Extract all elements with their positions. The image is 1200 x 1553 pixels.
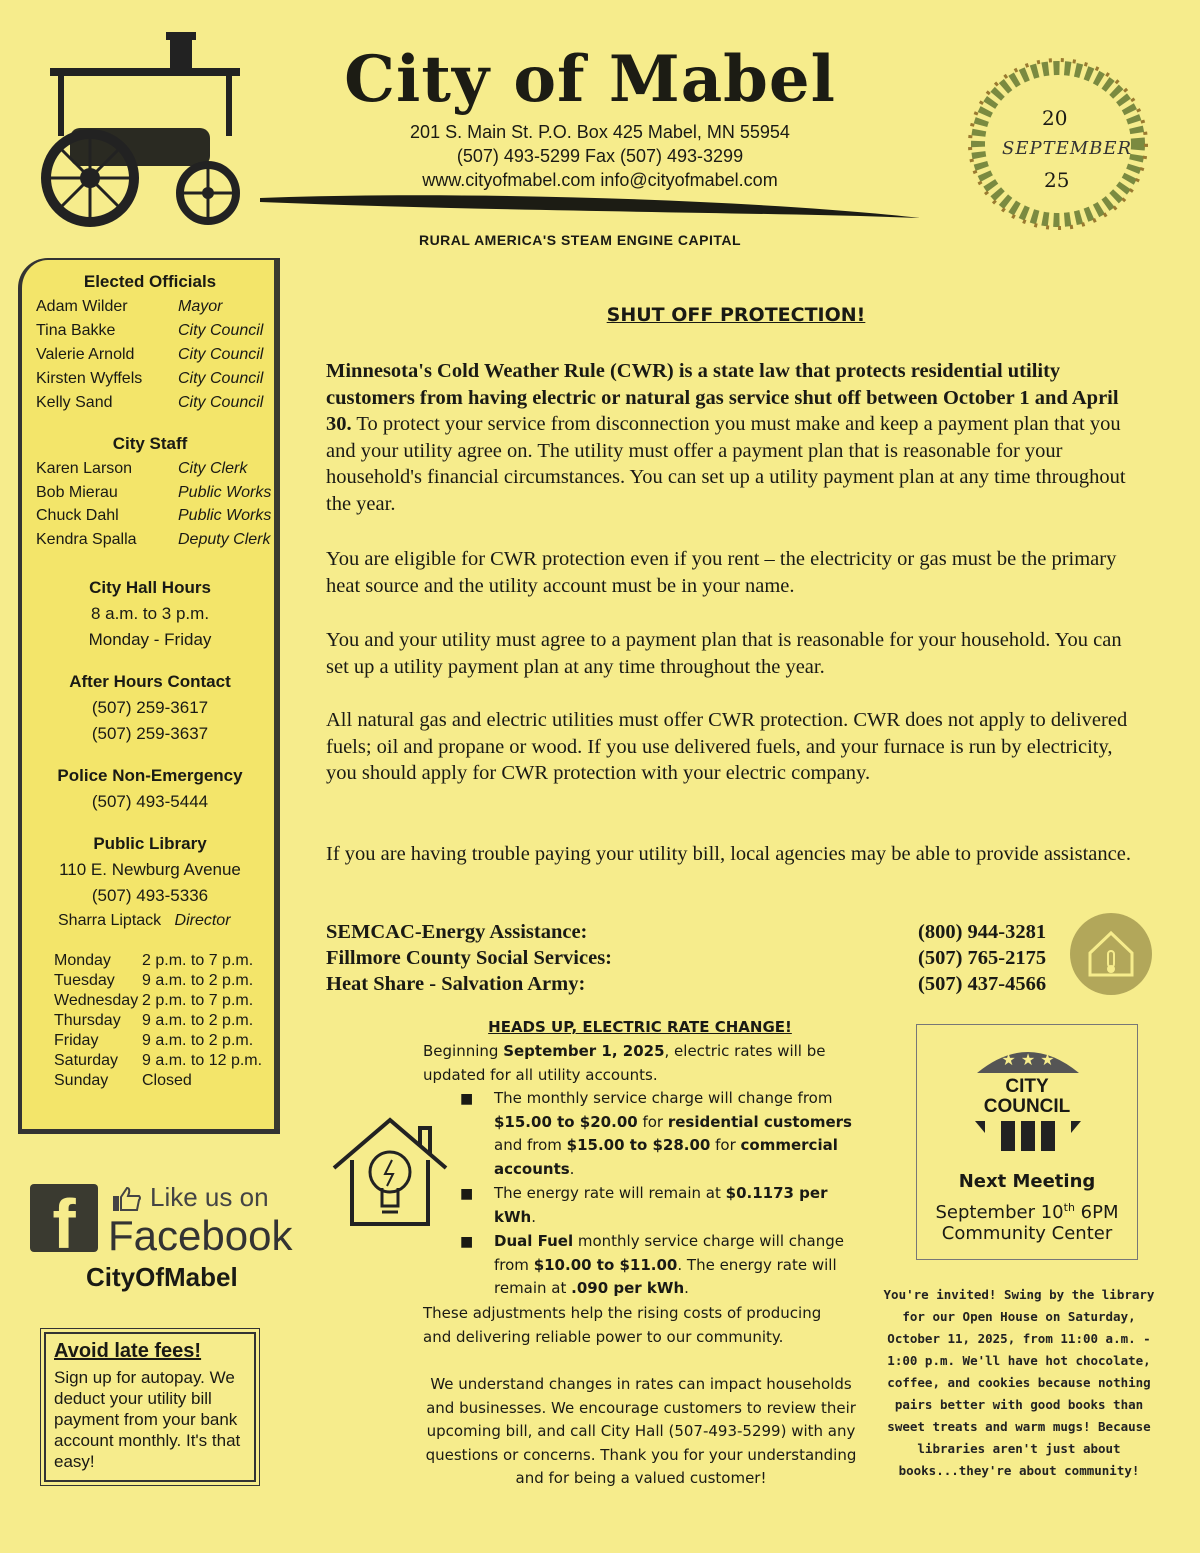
hours-time: Closed bbox=[142, 1072, 192, 1089]
library-hours-row bbox=[54, 1072, 192, 1090]
city-council-box bbox=[916, 1024, 1138, 1260]
staff-role: City Clerk bbox=[178, 460, 248, 477]
house-lightbulb-icon bbox=[328, 1114, 452, 1234]
thumbs-up-icon bbox=[112, 1186, 142, 1212]
staff-row bbox=[36, 507, 276, 525]
agency-phone: (507) 437-4566 bbox=[918, 973, 1047, 995]
svg-text:★ ★ ★: ★ ★ ★ bbox=[1001, 1050, 1055, 1069]
official-row bbox=[36, 394, 276, 412]
council-line2: COUNCIL bbox=[983, 1096, 1071, 1117]
hours-day: Tuesday bbox=[54, 972, 115, 989]
agency-name: Fillmore County Social Services: bbox=[326, 947, 613, 969]
hours-day: Thursday bbox=[54, 1012, 121, 1029]
late-fees-body: Sign up for autopay. We deduct your utility bill payment from your bank account monthly. It's that easy! bbox=[54, 1368, 241, 1471]
hours-day: Friday bbox=[54, 1032, 99, 1049]
bullet-icon: ■ bbox=[460, 1091, 474, 1107]
facebook-like-text: Like us on bbox=[150, 1182, 269, 1212]
rate-change-intro: Beginning September 1, 2025, electric rates will be updated for all utility accounts. bbox=[423, 1042, 826, 1084]
city-hall-hours-heading: City Hall Hours bbox=[89, 578, 211, 597]
staff-row bbox=[36, 460, 276, 478]
official-name: Adam Wilder bbox=[36, 298, 128, 315]
rate-bullet-dual-fuel: Dual Fuel monthly service charge will change from $10.00 to $11.00. The energy rate will remain at .090 per kWh. bbox=[494, 1232, 844, 1297]
official-role: City Council bbox=[178, 370, 264, 387]
facebook-name[interactable]: Facebook bbox=[108, 1212, 293, 1259]
staff-name: Kendra Spalla bbox=[36, 531, 137, 548]
library-phone: (507) 493-5336 bbox=[91, 886, 209, 905]
hours-time: 9 a.m. to 2 p.m. bbox=[142, 1012, 254, 1029]
city-hall-days: Monday - Friday bbox=[88, 630, 212, 649]
shutoff-paragraph-rest: To protect your service from disconnection you must make and keep a payment plan that you and your utility agree on. The utility must offer a payment plan that is reasonable for your household's financial circumstances. You can set up a utility payment plan at any time throughout the year. bbox=[326, 413, 1126, 515]
hours-day: Wednesday bbox=[54, 992, 139, 1009]
official-row bbox=[36, 370, 276, 388]
delivered-fuels-paragraph: All natural gas and electric utilities must offer CWR protection. CWR does not apply to delivered fuels; oil and propane or wood. If you use delivered fuels, and your furnace is run by electricity, you should apply for CWR protection with your electric company. bbox=[326, 709, 1128, 784]
rate-bullet-service-charge: The monthly service charge will change from $15.00 to $20.00 for residential customers and from $15.00 to $28.00 for commercial accounts. bbox=[494, 1089, 852, 1178]
library-hours-row bbox=[54, 952, 253, 970]
library-hours-row bbox=[54, 1052, 262, 1070]
after-hours-phone: (507) 259-3617 bbox=[91, 698, 209, 717]
shutoff-paragraph-bold: Minnesota's Cold Weather Rule (CWR) is a state law that protects residential utility customers from having electric or natural gas service shut off between October 1 and April 30. bbox=[326, 360, 1119, 435]
city-address: 201 S. Main St. P.O. Box 425 Mabel, MN 55954 bbox=[410, 122, 790, 142]
elected-officials-heading: Elected Officials bbox=[83, 272, 217, 291]
council-columns-icon bbox=[973, 1121, 1083, 1151]
library-hours-row bbox=[54, 992, 253, 1010]
library-hours-row bbox=[54, 972, 253, 990]
page-title: City of Mabel bbox=[344, 42, 836, 117]
library-open-house-invite: You're invited! Swing by the library for our Open House on Saturday, October 11, 2025, from 11:00 a.m. - 1:00 p.m. We'll have hot chocolate, coffee, and cookies because nothing pairs better with good books than sweet treats and warm mugs! Because libraries aren't just about books...they're about community! bbox=[883, 1287, 1155, 1478]
agency-name: SEMCAC-Energy Assistance: bbox=[326, 921, 588, 943]
hours-time: 9 a.m. to 2 p.m. bbox=[142, 972, 254, 989]
police-heading: Police Non-Emergency bbox=[57, 766, 243, 785]
library-heading: Public Library bbox=[93, 834, 207, 853]
agency-name: Heat Share - Salvation Army: bbox=[326, 973, 586, 995]
council-line1: CITY bbox=[1005, 1076, 1049, 1097]
steam-engine-icon bbox=[30, 28, 260, 228]
police-phone: (507) 493-5444 bbox=[91, 792, 209, 811]
badge-year-top: 20 bbox=[1042, 106, 1068, 130]
city-phone-fax: (507) 493-5299 Fax (507) 493-3299 bbox=[456, 146, 744, 166]
official-role: City Council bbox=[178, 322, 264, 339]
official-role: City Council bbox=[178, 346, 264, 363]
official-row bbox=[36, 322, 276, 340]
facebook-logo-icon[interactable]: f bbox=[30, 1184, 98, 1252]
hours-time: 9 a.m. to 2 p.m. bbox=[142, 1032, 254, 1049]
official-row bbox=[36, 298, 276, 316]
assistance-paragraph: If you are having trouble paying your utility bill, local agencies may be able to provide assistance. bbox=[326, 843, 1131, 865]
shutoff-heading: SHUT OFF PROTECTION! bbox=[606, 304, 866, 326]
badge-year-bottom: 25 bbox=[1044, 168, 1070, 192]
staff-role: Public Works bbox=[178, 507, 272, 524]
hours-day: Saturday bbox=[54, 1052, 119, 1069]
rate-change-closing: These adjustments help the rising costs of producing and delivering reliable power to our community. bbox=[423, 1304, 822, 1346]
next-meeting-place: Community Center bbox=[941, 1223, 1113, 1244]
shutoff-paragraph bbox=[326, 358, 1141, 517]
staff-name: Bob Mierau bbox=[36, 484, 118, 501]
bullet-icon: ■ bbox=[460, 1186, 474, 1202]
bullet-icon: ■ bbox=[460, 1234, 474, 1250]
official-name: Valerie Arnold bbox=[36, 346, 135, 363]
sidebar bbox=[18, 258, 280, 1134]
official-role: Mayor bbox=[178, 298, 223, 315]
official-role: City Council bbox=[178, 394, 264, 411]
city-staff-heading: City Staff bbox=[112, 434, 188, 453]
library-address: 110 E. Newburg Avenue bbox=[59, 860, 241, 879]
official-row bbox=[36, 346, 276, 364]
hours-day: Sunday bbox=[54, 1072, 109, 1089]
eligibility-paragraph: You are eligible for CWR protection even if you rent – the electricity or gas must be the primary heat source and the utility account must be in your name. bbox=[326, 548, 1117, 597]
official-name: Kelly Sand bbox=[36, 394, 113, 411]
hours-time: 2 p.m. to 7 p.m. bbox=[142, 952, 254, 969]
library-director bbox=[58, 912, 298, 930]
rate-bullet-energy-rate: The energy rate will remain at $0.1173 per kWh. bbox=[494, 1184, 828, 1226]
city-motto: RURAL AMERICA'S STEAM ENGINE CAPITAL bbox=[418, 232, 742, 248]
home-thermometer-icon bbox=[1070, 913, 1152, 995]
director-name: Sharra Liptack bbox=[58, 912, 162, 929]
late-fees-box bbox=[44, 1332, 256, 1482]
staff-row bbox=[36, 531, 276, 549]
staff-role: Public Works bbox=[178, 484, 272, 501]
rate-change-heading: HEADS UP, ELECTRIC RATE CHANGE! bbox=[488, 1018, 792, 1036]
hours-time: 2 p.m. to 7 p.m. bbox=[142, 992, 254, 1009]
next-meeting-date: September 10th 6PM bbox=[935, 1201, 1119, 1223]
staff-role: Deputy Clerk bbox=[178, 531, 271, 548]
after-hours-heading: After Hours Contact bbox=[69, 672, 231, 691]
after-hours-phone: (507) 259-3637 bbox=[91, 724, 209, 743]
agency-phone: (507) 765-2175 bbox=[918, 947, 1047, 969]
director-role: Director bbox=[174, 912, 231, 929]
staff-name: Karen Larson bbox=[36, 460, 133, 477]
rate-change-understand: We understand changes in rates can impact households and businesses. We encourage customers to review their upcoming bill, and call City Hall (507-493-5299) with any questions or concerns. Thank you for your understanding and for being a valued customer! bbox=[425, 1375, 857, 1487]
hours-day: Monday bbox=[54, 952, 111, 969]
staff-row bbox=[36, 484, 276, 502]
official-name: Kirsten Wyffels bbox=[36, 370, 143, 387]
badge-month: SEPTEMBER bbox=[1002, 138, 1133, 159]
council-dome-icon bbox=[975, 1039, 1081, 1075]
library-hours-row bbox=[54, 1032, 253, 1050]
late-fees-title: Avoid late fees! bbox=[54, 1340, 202, 1362]
agency-phone: (800) 944-3281 bbox=[918, 921, 1047, 943]
payment-plan-paragraph: You and your utility must agree to a payment plan that is reasonable for your household. You can set up a utility payment plan at any time throughout the year. bbox=[326, 629, 1122, 678]
city-hall-hours: 8 a.m. to 3 p.m. bbox=[90, 604, 210, 623]
official-name: Tina Bakke bbox=[36, 322, 116, 339]
staff-name: Chuck Dahl bbox=[36, 507, 119, 524]
next-meeting-title: Next Meeting bbox=[958, 1171, 1096, 1192]
facebook-handle[interactable]: CityOfMabel bbox=[86, 1262, 238, 1292]
header-swoosh-divider bbox=[260, 190, 920, 230]
city-web-email: www.cityofmabel.com info@cityofmabel.com bbox=[422, 170, 778, 190]
library-hours-row bbox=[54, 1012, 253, 1030]
hours-time: 9 a.m. to 12 p.m. bbox=[142, 1052, 263, 1069]
